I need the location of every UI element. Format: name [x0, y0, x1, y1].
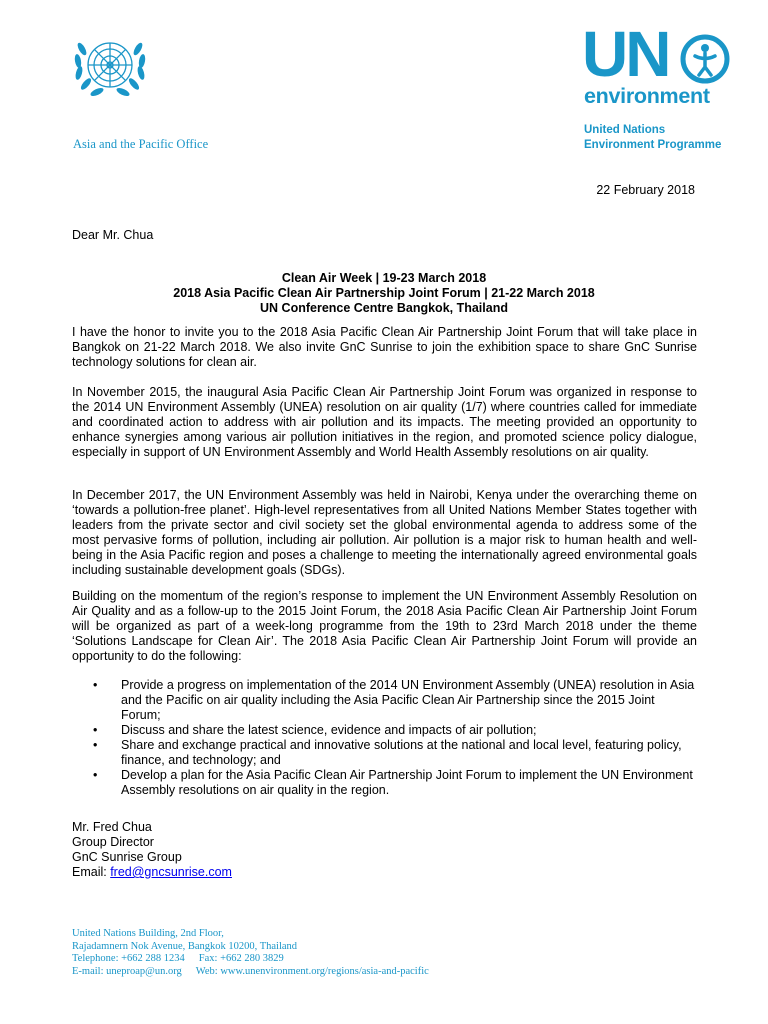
footer-line-2: Rajadamnern Nok Avenue, Bangkok 10200, Thailand — [72, 940, 298, 952]
human-figure-icon — [680, 34, 730, 84]
logo-un-text: UN — [582, 18, 669, 90]
footer-email-line: E-mail: uneproap@un.org Web: www.unenvironment.org/regions/asia-and-pacific — [72, 965, 429, 977]
email-link[interactable]: fred@gncsunrise.com — [110, 865, 232, 879]
logo-environment-text: environment — [584, 84, 710, 108]
list-item: • Develop a plan for the Asia Pacific Clean Air Partnership Joint Forum to implement the UN Environment Assembly resolutions on air quality in the region. — [93, 768, 693, 797]
recipient-title: Group Director — [72, 835, 154, 849]
objectives-list — [72, 678, 697, 798]
list-item: • Provide a progress on implementation of the 2014 UN Environment Assembly (UNEA) resolution in Asia and the Pacific on air quality including the Asia Pacific Clean Air Partnership since the 2015 Joint Forum; — [93, 678, 695, 722]
bullet-marker: • — [93, 768, 98, 782]
event-heading — [72, 271, 696, 316]
recipient-name: Mr. Fred Chua — [72, 820, 152, 834]
recipient-email-line: Email: fred@gncsunrise.com — [72, 865, 232, 879]
paragraph-4: Building on the momentum of the region’s response to implement the UN Environment Assembly Resolution on Air Quality and as a follow-up to the 2015 Joint Forum, the 2018 Asia Pacific Clean Air Partnership Joint Forum will be organized as part of a week-long programme from the 19th to 23rd March 2018 under the theme ‘Solutions Landscape for Clean Air’. The 2018 Asia Pacific Clean Air Partnership Joint Forum will provide an opportunity to do the following: — [72, 589, 697, 663]
office-label: Asia and the Pacific Office — [73, 137, 209, 151]
un-emblem-icon — [70, 35, 150, 101]
paragraph-2: In November 2015, the inaugural Asia Pacific Clean Air Partnership Joint Forum was organized in response to the 2014 UN Environment Assembly (UNEA) resolution on air quality (1/7) where countries called for immediate and coordinated action to address with air pollution and its impacts. The meeting provided an opportunity to enhance synergies among various air pollution initiatives in the region, and promoted science policy dialogue, especially in support of UN Environment Assembly and World Health Assembly resolutions on air quality. — [72, 385, 697, 459]
footer-line-1: United Nations Building, 2nd Floor, — [72, 928, 224, 939]
paragraph-1: I have the honor to invite you to the 2018 Asia Pacific Clean Air Partnership Joint Forum that will take place in Bangkok on 21-22 March 2018. We also invite GnC Sunrise to join the exhibition space to share GnC Sunrise technology solutions for clean air. — [72, 325, 697, 369]
letter-date: 22 February 2018 — [596, 183, 695, 197]
recipient-block — [72, 820, 232, 880]
footer-phone-line: Telephone: +662 288 1234 Fax: +662 280 3829 — [72, 953, 284, 964]
paragraph-3: In December 2017, the UN Environment Assembly was held in Nairobi, Kenya under the overarching theme on ‘towards a pollution-free planet’. High-level representatives from all United Nations Member States together with leaders from the private sector and civil society set the global environmental agenda to address some of the most pervasive forms of pollution, including air pollution. Air pollution is a major risk to human health and well-being in the Asia Pacific region and poses a challenge to meeting the internationally agreed environmental goals including sustainable development goals (SDGs). — [72, 488, 697, 577]
bullet-marker: • — [93, 723, 98, 737]
un-environment-logo — [582, 18, 736, 151]
list-item: • Discuss and share the latest science, evidence and impacts of air pollution; — [93, 723, 537, 737]
footer-address — [72, 928, 429, 978]
recipient-company: GnC Sunrise Group — [72, 850, 182, 864]
bullet-marker: • — [93, 738, 98, 752]
logo-subtitle: United Nations Environment Programme — [584, 124, 722, 151]
bullet-marker: • — [93, 678, 98, 692]
event-line-2: 2018 Asia Pacific Clean Air Partnership Joint Forum | 21-22 March 2018 — [173, 286, 595, 300]
salutation: Dear Mr. Chua — [72, 228, 154, 242]
event-line-3: UN Conference Centre Bangkok, Thailand — [260, 301, 508, 315]
event-line-1: Clean Air Week | 19-23 March 2018 — [281, 271, 487, 285]
list-item: • Share and exchange practical and innovative solutions at the national and local level, featuring policy, finance, and technology; and — [93, 738, 682, 767]
